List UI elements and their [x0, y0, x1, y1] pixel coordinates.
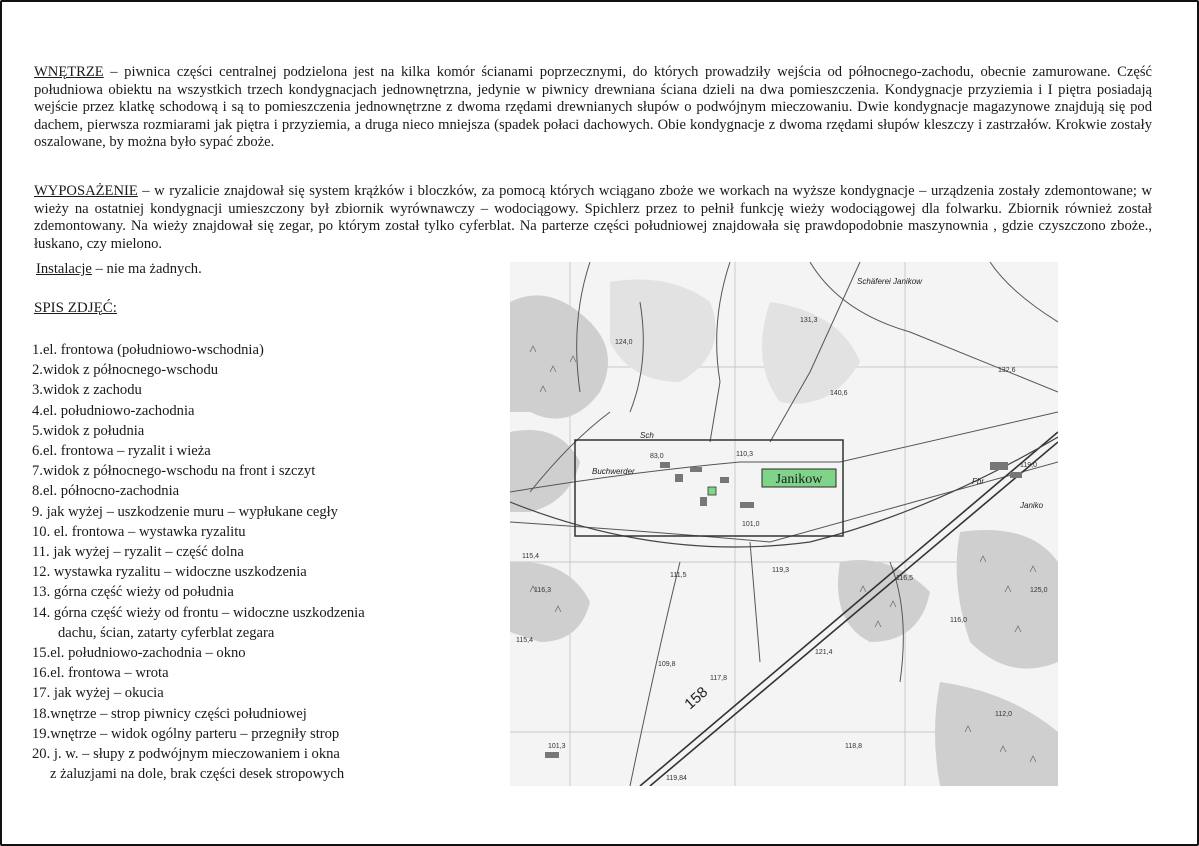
photo-list-item-continuation: z żaluzjami na dole, brak części desek stropowych — [50, 766, 345, 783]
elevation-label: 111,5 — [670, 572, 687, 579]
elevation-label: 116,0 — [950, 617, 967, 624]
elevation-label: 121,4 — [815, 649, 833, 656]
elevation-label: 117,8 — [710, 675, 727, 682]
elevation-label: 83,0 — [650, 453, 664, 460]
elevation-label: 131,3 — [800, 317, 818, 324]
elevation-label: 101,3 — [548, 743, 566, 750]
photo-list-item: 19.wnętrze – widok ogólny parteru – przegniły strop — [32, 725, 340, 742]
installations-line — [36, 261, 202, 279]
photo-list-item: 13. górna część wieży od południa — [32, 584, 234, 601]
photo-list — [32, 340, 365, 784]
photo-list-item: 2.widok z północnego-wschodu — [32, 362, 219, 379]
interior-heading: WNĘTRZE — [34, 64, 104, 80]
elevation-label: 132,6 — [998, 367, 1016, 374]
elevation-label: 119,84 — [666, 775, 687, 782]
photo-list-item: 16.el. frontowa – wrota — [32, 665, 169, 682]
fbr-label: Fbr — [972, 477, 984, 486]
elevation-label: 116,5 — [896, 575, 913, 582]
location-map — [510, 262, 1058, 786]
photo-list-item: 4.el. południowo-zachodnia — [32, 402, 195, 419]
janikow-label: Janikow — [775, 472, 823, 487]
elevation-label: 140,6 — [830, 390, 848, 397]
equipment-text: – w ryzalicie znajdował się system krążków i bloczków, za pomocą których wciągano zboże we workach na wyższe kondygnacje – urządzenia zostały zdemontowane; w wieży na ostatniej kondygnacji umieszczony był zbiornik wyrównawczy – wodociągowy. Spichlerz przez to pełnił funkcję wieży wodociągowej dla folwarku. Zbiornik również został zdemontowany. Na wieży znajdował się zegar, po którym został tylko cyferblat. Na parterze części południowej znajdowała się prawdopodobnie maszynownia , gdzie czyszczono zboże., łuskano, czy mielono. — [34, 183, 1152, 252]
installations-heading: Instalacje — [36, 261, 92, 277]
elevation-label: 118,8 — [845, 743, 862, 750]
elevation-label: 119,3 — [772, 567, 789, 574]
photo-list-item: 11. jak wyżej – ryzalit – część dolna — [32, 544, 244, 561]
janikow-right-label: Janiko — [1020, 501, 1044, 510]
photo-list-item-continuation: dachu, ścian, zatarty cyferblat zegara — [58, 624, 275, 641]
granary-marker — [708, 487, 716, 495]
map-svg — [510, 262, 1058, 786]
schafer-label: Schäferei Janikow — [857, 277, 922, 286]
elevation-label: 125,0 — [1030, 587, 1048, 594]
photo-list-item: 10. el. frontowa – wystawka ryzalitu — [32, 523, 246, 540]
photo-list-heading: SPIS ZDJĘĆ: — [34, 300, 117, 316]
buchwerder-label: Buchwerder — [592, 467, 635, 476]
photo-list-item: 8.el. północno-zachodnia — [32, 483, 180, 500]
photo-list-item: 20. j. w. – słupy z podwójnym mieczowaniem i okna — [32, 746, 340, 763]
sch-label: Sch — [640, 431, 654, 440]
photo-list-item: 17. jak wyżej – okucia — [32, 685, 164, 702]
photo-list-item: 14. górna część wieży od frontu – widoczne uszkodzenia — [32, 604, 365, 621]
elevation-label: 124,0 — [615, 339, 633, 346]
interior-text: – piwnica części centralnej podzielona jest na kilka komór ścianami poprzecznymi, do których prowadziły wejścia od północnego-zachodu, obecnie zamurowane. Część południowa obiektu na wszystkich trzech kondygnacjach jednownętrzna, jedynie w piwnicy drewniana ściana dzieli na dwa pomieszczenia. Kondygnacje przyziemia i I piętra posiadają wejście przez klatkę schodową i są to pomieszczenia jednownętrzne z dwoma rzędami drewnianych słupów o podwójnym mieczowaniu. Dwie kondygnacje magazynowe znajdują się pod dachem, pierwsza rozmiarami jak piętra i przyziemia, a druga nieco mniejsza (spadek połaci dachowych. Obie kondygnacje z dwoma rzędami słupów kleszczy i zastrzałów. Krokwie zostały oszalowane, by można było sypać zboże. — [34, 64, 1152, 151]
elevation-label: 112,0 — [995, 711, 1012, 718]
road-number-label: 158 — [681, 683, 712, 713]
elevation-label: 109,8 — [658, 661, 676, 668]
elevation-label: 115,4 — [522, 553, 539, 560]
interior-paragraph — [34, 64, 1152, 152]
photo-list-item: 18.wnętrze – strop piwnicy części południowej — [32, 705, 307, 722]
photo-list-item: 12. wystawka ryzalitu – widoczne uszkodzenia — [32, 564, 307, 581]
photo-list-item: 5.widok z południa — [32, 422, 145, 439]
photo-list-item: 7.widok z północnego-wschodu na front i szczyt — [32, 463, 316, 480]
elevation-label: 115,4 — [516, 637, 533, 644]
elevation-label: 101,0 — [742, 521, 760, 528]
elevation-label: 116,3 — [534, 587, 551, 594]
equipment-heading: WYPOSAŻENIE — [34, 183, 138, 199]
photo-list-item: 3.widok z zachodu — [32, 382, 142, 399]
elevation-label: 110,3 — [736, 451, 753, 458]
photo-list-item: 1.el. frontowa (południowo-wschodnia) — [32, 342, 264, 358]
photo-list-item: 15.el. południowo-zachodnia – okno — [32, 645, 246, 662]
equipment-paragraph — [34, 183, 1152, 253]
elevation-label: 119,0 — [1020, 462, 1037, 469]
photo-list-item: 6.el. frontowa – ryzalit i wieża — [32, 443, 211, 460]
photo-list-item: 9. jak wyżej – uszkodzenie muru – wypłukane cegły — [32, 503, 338, 520]
installations-text: – nie ma żadnych. — [91, 261, 202, 277]
